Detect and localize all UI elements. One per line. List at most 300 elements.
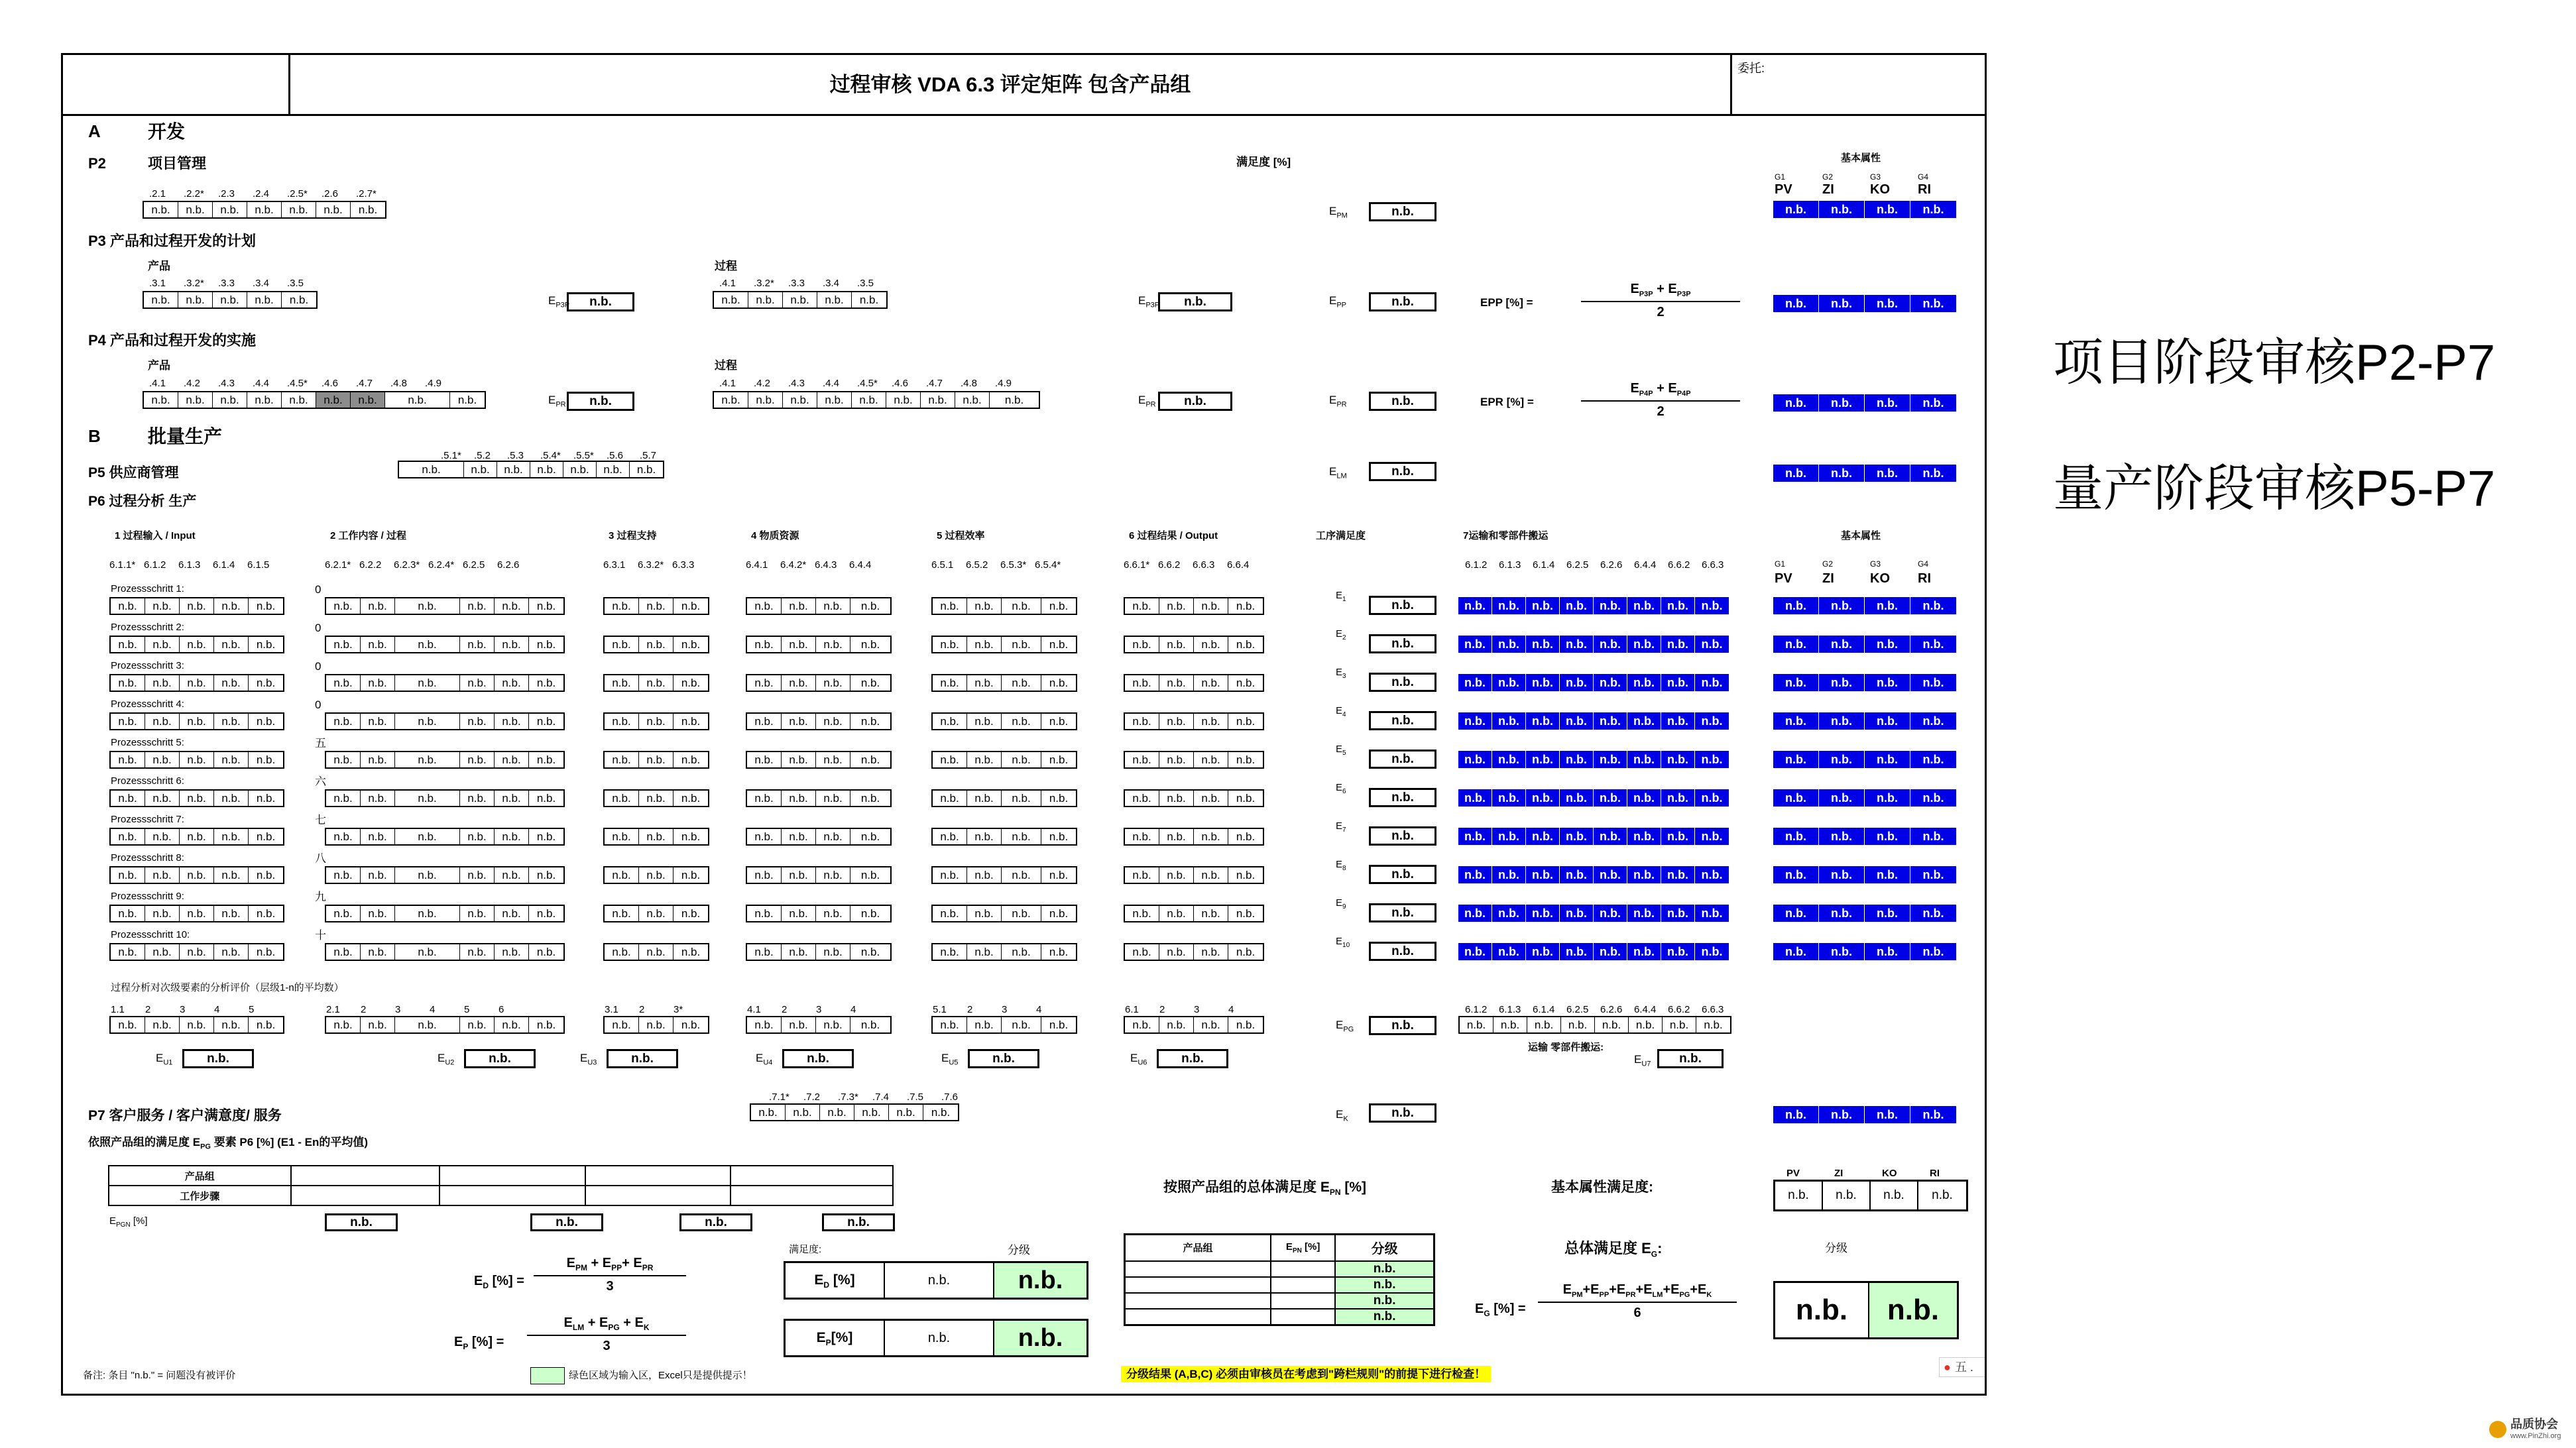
p4-process-cells-cell[interactable]: n.b.	[955, 392, 990, 408]
p5-cells-cell[interactable]: n.b.	[464, 462, 497, 477]
p6-step-8-group-2-cell[interactable]: n.b.	[361, 867, 395, 883]
p6-step-3-group-1-cell[interactable]: n.b.	[111, 675, 145, 691]
p6-step-3-group-4-cell[interactable]: n.b.	[747, 675, 782, 691]
p3-process-cells-cell[interactable]: n.b.	[783, 292, 817, 307]
p7-cells-cell[interactable]: n.b.	[889, 1105, 923, 1120]
p6-step-9-group-6-cell[interactable]: n.b.	[1236, 907, 1256, 920]
p6-step-6-group-3-cell[interactable]: n.b.	[681, 792, 701, 805]
p6-step-4-group-4-cell[interactable]: n.b.	[782, 714, 816, 729]
p6-step-2-group-2-cell[interactable]: n.b.	[495, 637, 529, 652]
p6-step-8-group-3-cell[interactable]: n.b.	[605, 867, 639, 883]
p6-step-9-group-3-cell[interactable]: n.b.	[639, 906, 673, 921]
p6-step-4-group-1-cell[interactable]: n.b.	[111, 714, 145, 729]
p6-step-7-group-5-cell[interactable]: n.b.	[933, 829, 967, 844]
p3-product-cells-cell[interactable]: n.b.	[213, 292, 247, 307]
p4-product-cells-cell[interactable]: n.b.	[178, 392, 213, 408]
p6-step-6-group-2-cell[interactable]: n.b.	[395, 791, 460, 806]
p6-step-7-group-3-cell[interactable]: n.b.	[605, 829, 639, 844]
p6-step-4-group-6-cell[interactable]: n.b.	[1159, 714, 1194, 729]
p6-step-7-group-2-cell[interactable]: n.b.	[326, 829, 361, 844]
p6-step-4-group-2-cell[interactable]: n.b.	[536, 715, 556, 728]
p6-step-8-group-5-cell[interactable]: n.b.	[1049, 869, 1069, 881]
p6-step-1-group-2-cell[interactable]: n.b.	[326, 598, 361, 614]
p6-step-4-group-1-cell[interactable]: n.b.	[214, 714, 249, 729]
overall-pg-cell[interactable]: n.b.	[1335, 1293, 1434, 1309]
p6-step-3-group-3-cell[interactable]: n.b.	[639, 675, 673, 691]
p7-cells-cell[interactable]: n.b.	[820, 1105, 854, 1120]
p6-step-6-group-1-cell[interactable]: n.b.	[214, 791, 249, 806]
step-8-satisfaction[interactable]: n.b.	[1369, 865, 1436, 884]
p6-step-5-group-4-cell[interactable]: n.b.	[860, 753, 880, 766]
p6-step-5-group-1-cell[interactable]: n.b.	[214, 752, 249, 767]
p2-cells-cell[interactable]: n.b.	[282, 202, 316, 217]
p6-step-1-group-6-cell[interactable]: n.b.	[1194, 598, 1228, 614]
sub-analysis-group-3-cell[interactable]: n.b.	[681, 1019, 701, 1031]
p5-cells-cell[interactable]: n.b.	[497, 462, 530, 477]
p6-step-4-group-2-cell[interactable]: n.b.	[361, 714, 395, 729]
p6-step-5-group-1-cell[interactable]: n.b.	[180, 752, 214, 767]
epm-value[interactable]: n.b.	[1369, 202, 1436, 221]
p7-cells-cell[interactable]: n.b.	[751, 1105, 786, 1120]
p6-step-8-group-2-cell[interactable]: n.b.	[395, 867, 460, 883]
p6-step-6-group-4-cell[interactable]: n.b.	[816, 791, 850, 806]
p6-step-3-group-2-cell[interactable]: n.b.	[361, 675, 395, 691]
overall-pg-cell[interactable]: n.b.	[1335, 1261, 1434, 1277]
p6-step-7-group-6-cell[interactable]: n.b.	[1159, 829, 1194, 844]
p6-step-2-group-4-cell[interactable]: n.b.	[782, 637, 816, 652]
p6-step-6-group-6-cell[interactable]: n.b.	[1194, 791, 1228, 806]
p6-step-7-group-1-cell[interactable]: n.b.	[180, 829, 214, 844]
p6-step-9-group-1-cell[interactable]: n.b.	[111, 906, 145, 921]
ep3p-value-b[interactable]: n.b.	[1158, 292, 1232, 311]
p6-step-9-group-6-cell[interactable]: n.b.	[1159, 906, 1194, 921]
sub-analysis-group-5-cell[interactable]: n.b.	[933, 1017, 967, 1032]
sub-analysis-group-5-cell[interactable]: n.b.	[1049, 1019, 1069, 1031]
p6-step-3-group-5-cell[interactable]: n.b.	[1002, 675, 1041, 691]
p3-process-cells-cell[interactable]: n.b.	[859, 294, 879, 306]
p6-step-1-group-5-cell[interactable]: n.b.	[933, 598, 967, 614]
p6-step-7-group-6-cell[interactable]: n.b.	[1194, 829, 1228, 844]
p6-step-5-group-3-cell[interactable]: n.b.	[639, 752, 673, 767]
step-10-satisfaction[interactable]: n.b.	[1369, 942, 1436, 961]
p6-step-1-group-2-cell[interactable]: n.b.	[361, 598, 395, 614]
overall-pg-cell[interactable]	[1125, 1277, 1271, 1293]
step-2-satisfaction[interactable]: n.b.	[1369, 634, 1436, 653]
p6-step-3-group-1-cell[interactable]: n.b.	[145, 675, 180, 691]
p6-step-10-group-1-cell[interactable]: n.b.	[256, 946, 276, 958]
p6-step-10-group-4-cell[interactable]: n.b.	[782, 944, 816, 960]
p6-step-1-group-2-cell[interactable]: n.b.	[460, 598, 495, 614]
p6-step-1-group-4-cell[interactable]: n.b.	[747, 598, 782, 614]
p6-step-8-group-1-cell[interactable]: n.b.	[256, 869, 276, 881]
p6-step-10-group-4-cell[interactable]: n.b.	[860, 946, 880, 958]
p6-step-2-group-2-cell[interactable]: n.b.	[536, 638, 556, 651]
sub-analysis-group-6-cell[interactable]: n.b.	[1125, 1017, 1159, 1032]
p6-step-4-group-4-cell[interactable]: n.b.	[747, 714, 782, 729]
sub-analysis-group-5-cell[interactable]: n.b.	[967, 1017, 1002, 1032]
p6-step-8-group-5-cell[interactable]: n.b.	[1002, 867, 1041, 883]
p6-step-5-group-2-cell[interactable]: n.b.	[495, 752, 529, 767]
p6-step-4-group-2-cell[interactable]: n.b.	[326, 714, 361, 729]
p6-step-1-group-3-cell[interactable]: n.b.	[681, 600, 701, 612]
p6-step-10-group-2-cell[interactable]: n.b.	[395, 944, 460, 960]
pg-cell[interactable]	[731, 1186, 893, 1205]
p6-step-8-group-4-cell[interactable]: n.b.	[782, 867, 816, 883]
p6-step-10-group-5-cell[interactable]: n.b.	[967, 944, 1002, 960]
p6-step-2-group-2-cell[interactable]: n.b.	[361, 637, 395, 652]
step-1-satisfaction[interactable]: n.b.	[1369, 596, 1436, 615]
p6-step-3-group-6-cell[interactable]: n.b.	[1159, 675, 1194, 691]
p6-step-5-group-2-cell[interactable]: n.b.	[536, 753, 556, 766]
p4-process-cells-cell[interactable]: n.b.	[714, 392, 748, 408]
p2-cells-cell[interactable]: n.b.	[358, 203, 378, 216]
eu7-value[interactable]: n.b.	[1657, 1049, 1724, 1068]
p2-cells-cell[interactable]: n.b.	[178, 202, 213, 217]
p6-step-5-group-4-cell[interactable]: n.b.	[747, 752, 782, 767]
p3-product-cells-cell[interactable]: n.b.	[289, 294, 309, 306]
p4-process-cells-cell[interactable]: n.b.	[783, 392, 817, 408]
p3-product-cells-cell[interactable]: n.b.	[247, 292, 282, 307]
p6-step-8-group-4-cell[interactable]: n.b.	[816, 867, 850, 883]
p6-step-9-group-1-cell[interactable]: n.b.	[256, 907, 276, 920]
p6-step-6-group-5-cell[interactable]: n.b.	[1002, 791, 1041, 806]
p6-step-6-group-1-cell[interactable]: n.b.	[256, 792, 276, 805]
p6-step-5-group-4-cell[interactable]: n.b.	[816, 752, 850, 767]
p6-step-3-group-1-cell[interactable]: n.b.	[256, 677, 276, 689]
p6-step-7-group-2-cell[interactable]: n.b.	[361, 829, 395, 844]
p6-step-4-group-2-cell[interactable]: n.b.	[395, 714, 460, 729]
p6-step-10-group-1-cell[interactable]: n.b.	[180, 944, 214, 960]
pg-cell[interactable]	[291, 1186, 440, 1205]
p6-step-4-group-2-cell[interactable]: n.b.	[460, 714, 495, 729]
p6-step-4-group-5-cell[interactable]: n.b.	[933, 714, 967, 729]
p6-step-4-group-2-cell[interactable]: n.b.	[495, 714, 529, 729]
p7-cells-cell[interactable]: n.b.	[931, 1106, 951, 1119]
p6-step-1-group-5-cell[interactable]: n.b.	[1002, 598, 1041, 614]
epr-value[interactable]: n.b.	[1369, 392, 1436, 411]
p7-cells-cell[interactable]: n.b.	[786, 1105, 820, 1120]
p6-step-8-group-6-cell[interactable]: n.b.	[1194, 867, 1228, 883]
epgn-value-4[interactable]: n.b.	[822, 1213, 895, 1231]
p6-step-1-group-4-cell[interactable]: n.b.	[860, 600, 880, 612]
p4-product-cells-cell[interactable]: n.b.	[351, 392, 385, 408]
overall-pg-cell[interactable]	[1125, 1309, 1271, 1325]
p4-product-cells-cell[interactable]: n.b.	[282, 392, 316, 408]
pg-cell[interactable]	[439, 1166, 585, 1186]
p6-step-6-group-2-cell[interactable]: n.b.	[536, 792, 556, 805]
sub-analysis-group-6-cell[interactable]: n.b.	[1194, 1017, 1228, 1032]
p6-step-6-group-2-cell[interactable]: n.b.	[495, 791, 529, 806]
p6-step-9-group-2-cell[interactable]: n.b.	[395, 906, 460, 921]
p2-cells-cell[interactable]: n.b.	[247, 202, 282, 217]
p6-step-4-group-5-cell[interactable]: n.b.	[1049, 715, 1069, 728]
p6-step-7-group-1-cell[interactable]: n.b.	[111, 829, 145, 844]
p5-cells-cell[interactable]: n.b.	[399, 462, 464, 477]
sub-analysis-group-3-cell[interactable]: n.b.	[605, 1017, 639, 1032]
sub-analysis-group-5-cell[interactable]: n.b.	[1002, 1017, 1041, 1032]
p6-step-9-group-2-cell[interactable]: n.b.	[361, 906, 395, 921]
p6-step-7-group-5-cell[interactable]: n.b.	[1049, 830, 1069, 843]
p6-step-1-group-2-cell[interactable]: n.b.	[536, 600, 556, 612]
p6-step-8-group-3-cell[interactable]: n.b.	[639, 867, 673, 883]
p6-step-1-group-1-cell[interactable]: n.b.	[214, 598, 249, 614]
p5-cells-cell[interactable]: n.b.	[563, 462, 597, 477]
p6-step-9-group-2-cell[interactable]: n.b.	[326, 906, 361, 921]
p6-step-6-group-5-cell[interactable]: n.b.	[1049, 792, 1069, 805]
p6-step-4-group-3-cell[interactable]: n.b.	[605, 714, 639, 729]
sub-transport-cells-cell[interactable]: n.b.	[1527, 1017, 1561, 1032]
ek-value[interactable]: n.b.	[1369, 1103, 1436, 1123]
epgn-value-3[interactable]: n.b.	[679, 1213, 752, 1231]
p6-step-8-group-2-cell[interactable]: n.b.	[460, 867, 495, 883]
p6-step-5-group-6-cell[interactable]: n.b.	[1194, 752, 1228, 767]
p6-step-10-group-4-cell[interactable]: n.b.	[816, 944, 850, 960]
sub-transport-cells-cell[interactable]: n.b.	[1663, 1017, 1696, 1032]
p6-step-7-group-5-cell[interactable]: n.b.	[1002, 829, 1041, 844]
sub-transport-cells-cell[interactable]: n.b.	[1595, 1017, 1629, 1032]
p6-step-2-group-3-cell[interactable]: n.b.	[681, 638, 701, 651]
p4-product-cells-cell[interactable]: n.b.	[457, 394, 477, 406]
sub-analysis-group-3-cell[interactable]: n.b.	[639, 1017, 673, 1032]
basic-attr-value[interactable]: n.b.	[1932, 1188, 1953, 1202]
p6-step-5-group-6-cell[interactable]: n.b.	[1236, 753, 1256, 766]
p6-step-5-group-1-cell[interactable]: n.b.	[256, 753, 276, 766]
p6-step-9-group-5-cell[interactable]: n.b.	[933, 906, 967, 921]
p6-step-5-group-3-cell[interactable]: n.b.	[605, 752, 639, 767]
step-9-satisfaction[interactable]: n.b.	[1369, 903, 1436, 922]
sub-transport-cells-cell[interactable]: n.b.	[1460, 1017, 1493, 1032]
p6-step-4-group-3-cell[interactable]: n.b.	[681, 715, 701, 728]
p6-step-3-group-4-cell[interactable]: n.b.	[782, 675, 816, 691]
p3-product-cells-cell[interactable]: n.b.	[178, 292, 213, 307]
p6-step-1-group-2-cell[interactable]: n.b.	[395, 598, 460, 614]
p6-step-6-group-3-cell[interactable]: n.b.	[605, 791, 639, 806]
ep4p-value-b[interactable]: n.b.	[1158, 392, 1232, 411]
eu-4-value[interactable]: n.b.	[782, 1049, 854, 1068]
step-5-satisfaction[interactable]: n.b.	[1369, 750, 1436, 769]
p6-step-2-group-5-cell[interactable]: n.b.	[1002, 637, 1041, 652]
p6-step-5-group-1-cell[interactable]: n.b.	[111, 752, 145, 767]
p6-step-10-group-6-cell[interactable]: n.b.	[1236, 946, 1256, 958]
p6-step-4-group-1-cell[interactable]: n.b.	[180, 714, 214, 729]
p6-step-10-group-5-cell[interactable]: n.b.	[1002, 944, 1041, 960]
p6-step-4-group-1-cell[interactable]: n.b.	[145, 714, 180, 729]
epp-value[interactable]: n.b.	[1369, 292, 1436, 311]
p4-product-cells-cell[interactable]: n.b.	[144, 392, 178, 408]
p4-product-cells-cell[interactable]: n.b.	[385, 392, 450, 408]
p6-step-8-group-1-cell[interactable]: n.b.	[111, 867, 145, 883]
overall-pg-cell[interactable]	[1271, 1277, 1335, 1293]
p3-process-cells-cell[interactable]: n.b.	[748, 292, 783, 307]
p3-process-cells-cell[interactable]: n.b.	[817, 292, 852, 307]
p6-step-2-group-6-cell[interactable]: n.b.	[1125, 637, 1159, 652]
p6-step-2-group-1-cell[interactable]: n.b.	[214, 637, 249, 652]
p2-cells-cell[interactable]: n.b.	[213, 202, 247, 217]
sub-analysis-group-1-cell[interactable]: n.b.	[145, 1017, 180, 1032]
overall-pg-cell[interactable]: n.b.	[1335, 1277, 1434, 1293]
sub-analysis-group-4-cell[interactable]: n.b.	[782, 1017, 816, 1032]
p6-step-9-group-3-cell[interactable]: n.b.	[605, 906, 639, 921]
p6-step-10-group-6-cell[interactable]: n.b.	[1194, 944, 1228, 960]
p6-step-10-group-2-cell[interactable]: n.b.	[536, 946, 556, 958]
sub-analysis-group-2-cell[interactable]: n.b.	[361, 1017, 395, 1032]
overall-pg-cell[interactable]	[1271, 1293, 1335, 1309]
p6-step-6-group-2-cell[interactable]: n.b.	[326, 791, 361, 806]
pg-cell[interactable]	[439, 1186, 585, 1205]
p6-step-7-group-6-cell[interactable]: n.b.	[1125, 829, 1159, 844]
pg-cell[interactable]	[291, 1166, 440, 1186]
p6-step-10-group-3-cell[interactable]: n.b.	[681, 946, 701, 958]
p6-step-5-group-5-cell[interactable]: n.b.	[1002, 752, 1041, 767]
p6-step-7-group-2-cell[interactable]: n.b.	[460, 829, 495, 844]
p6-step-8-group-2-cell[interactable]: n.b.	[326, 867, 361, 883]
p6-step-1-group-5-cell[interactable]: n.b.	[967, 598, 1002, 614]
p6-step-10-group-2-cell[interactable]: n.b.	[326, 944, 361, 960]
p6-step-6-group-4-cell[interactable]: n.b.	[860, 792, 880, 805]
p6-step-1-group-6-cell[interactable]: n.b.	[1125, 598, 1159, 614]
p6-step-3-group-1-cell[interactable]: n.b.	[180, 675, 214, 691]
p6-step-8-group-1-cell[interactable]: n.b.	[145, 867, 180, 883]
p6-step-1-group-1-cell[interactable]: n.b.	[256, 600, 276, 612]
epgn-value-2[interactable]: n.b.	[530, 1213, 603, 1231]
p6-step-10-group-2-cell[interactable]: n.b.	[361, 944, 395, 960]
p6-step-5-group-3-cell[interactable]: n.b.	[681, 753, 701, 766]
sub-analysis-group-2-cell[interactable]: n.b.	[395, 1017, 460, 1032]
p6-step-2-group-4-cell[interactable]: n.b.	[860, 638, 880, 651]
p4-process-cells-cell[interactable]: n.b.	[886, 392, 921, 408]
p6-step-10-group-1-cell[interactable]: n.b.	[111, 944, 145, 960]
overall-pg-cell[interactable]	[1271, 1261, 1335, 1277]
p4-process-cells-cell[interactable]: n.b.	[852, 392, 886, 408]
p4-product-cells-cell[interactable]: n.b.	[316, 392, 351, 408]
p7-cells-cell[interactable]: n.b.	[854, 1105, 889, 1120]
p6-step-5-group-6-cell[interactable]: n.b.	[1125, 752, 1159, 767]
p6-step-8-group-6-cell[interactable]: n.b.	[1159, 867, 1194, 883]
p6-step-8-group-3-cell[interactable]: n.b.	[681, 869, 701, 881]
p2-cells-cell[interactable]: n.b.	[144, 202, 178, 217]
p6-step-9-group-1-cell[interactable]: n.b.	[145, 906, 180, 921]
p6-step-2-group-5-cell[interactable]: n.b.	[1049, 638, 1069, 651]
sub-transport-cells-cell[interactable]: n.b.	[1493, 1017, 1527, 1032]
p6-step-3-group-6-cell[interactable]: n.b.	[1236, 677, 1256, 689]
p6-step-9-group-6-cell[interactable]: n.b.	[1125, 906, 1159, 921]
p6-step-8-group-6-cell[interactable]: n.b.	[1125, 867, 1159, 883]
total-grade[interactable]: n.b.	[1869, 1283, 1957, 1337]
p6-step-2-group-2-cell[interactable]: n.b.	[460, 637, 495, 652]
p6-step-10-group-1-cell[interactable]: n.b.	[145, 944, 180, 960]
overall-pg-cell[interactable]	[1271, 1309, 1335, 1325]
p6-step-8-group-2-cell[interactable]: n.b.	[536, 869, 556, 881]
p4-process-cells-cell[interactable]: n.b.	[921, 392, 955, 408]
p6-step-7-group-3-cell[interactable]: n.b.	[639, 829, 673, 844]
p6-step-6-group-1-cell[interactable]: n.b.	[180, 791, 214, 806]
p6-step-9-group-1-cell[interactable]: n.b.	[214, 906, 249, 921]
p6-step-5-group-2-cell[interactable]: n.b.	[326, 752, 361, 767]
p6-step-6-group-2-cell[interactable]: n.b.	[460, 791, 495, 806]
p6-step-4-group-4-cell[interactable]: n.b.	[816, 714, 850, 729]
p2-cells-cell[interactable]: n.b.	[316, 202, 351, 217]
overall-pg-cell[interactable]	[1125, 1293, 1271, 1309]
p6-step-2-group-4-cell[interactable]: n.b.	[816, 637, 850, 652]
p6-step-2-group-1-cell[interactable]: n.b.	[180, 637, 214, 652]
p6-step-3-group-2-cell[interactable]: n.b.	[495, 675, 529, 691]
p6-step-10-group-3-cell[interactable]: n.b.	[639, 944, 673, 960]
p6-step-10-group-5-cell[interactable]: n.b.	[1049, 946, 1069, 958]
p6-step-10-group-3-cell[interactable]: n.b.	[605, 944, 639, 960]
pg-cell[interactable]	[731, 1166, 893, 1186]
p6-step-9-group-4-cell[interactable]: n.b.	[860, 907, 880, 920]
p6-step-1-group-6-cell[interactable]: n.b.	[1236, 600, 1256, 612]
sub-analysis-group-4-cell[interactable]: n.b.	[816, 1017, 850, 1032]
p6-step-4-group-6-cell[interactable]: n.b.	[1125, 714, 1159, 729]
sub-analysis-group-2-cell[interactable]: n.b.	[536, 1019, 556, 1031]
p6-step-3-group-3-cell[interactable]: n.b.	[681, 677, 701, 689]
p6-step-9-group-2-cell[interactable]: n.b.	[495, 906, 529, 921]
ep3p-value-a[interactable]: n.b.	[567, 292, 634, 311]
sub-transport-cells-cell[interactable]: n.b.	[1561, 1017, 1595, 1032]
p6-step-4-group-3-cell[interactable]: n.b.	[639, 714, 673, 729]
sub-analysis-group-4-cell[interactable]: n.b.	[860, 1019, 880, 1031]
p6-step-5-group-5-cell[interactable]: n.b.	[933, 752, 967, 767]
elm-value[interactable]: n.b.	[1369, 462, 1436, 481]
p6-step-1-group-4-cell[interactable]: n.b.	[816, 598, 850, 614]
p6-step-1-group-3-cell[interactable]: n.b.	[639, 598, 673, 614]
p6-step-4-group-6-cell[interactable]: n.b.	[1194, 714, 1228, 729]
p6-step-3-group-2-cell[interactable]: n.b.	[536, 677, 556, 689]
p6-step-3-group-3-cell[interactable]: n.b.	[605, 675, 639, 691]
p6-step-9-group-4-cell[interactable]: n.b.	[747, 906, 782, 921]
p6-step-6-group-5-cell[interactable]: n.b.	[967, 791, 1002, 806]
p6-step-2-group-1-cell[interactable]: n.b.	[111, 637, 145, 652]
step-7-satisfaction[interactable]: n.b.	[1369, 826, 1436, 846]
p6-step-3-group-1-cell[interactable]: n.b.	[214, 675, 249, 691]
p6-step-4-group-6-cell[interactable]: n.b.	[1236, 715, 1256, 728]
p6-step-1-group-6-cell[interactable]: n.b.	[1159, 598, 1194, 614]
p6-step-7-group-2-cell[interactable]: n.b.	[395, 829, 460, 844]
p6-step-2-group-6-cell[interactable]: n.b.	[1194, 637, 1228, 652]
p6-step-10-group-5-cell[interactable]: n.b.	[933, 944, 967, 960]
p6-step-6-group-6-cell[interactable]: n.b.	[1125, 791, 1159, 806]
overall-pg-cell[interactable]	[1125, 1261, 1271, 1277]
p6-step-2-group-5-cell[interactable]: n.b.	[967, 637, 1002, 652]
p3-process-cells-cell[interactable]: n.b.	[714, 292, 748, 307]
p6-step-8-group-4-cell[interactable]: n.b.	[860, 869, 880, 881]
p6-step-9-group-2-cell[interactable]: n.b.	[460, 906, 495, 921]
p6-step-9-group-6-cell[interactable]: n.b.	[1194, 906, 1228, 921]
p6-step-7-group-1-cell[interactable]: n.b.	[214, 829, 249, 844]
p6-step-7-group-1-cell[interactable]: n.b.	[256, 830, 276, 843]
p6-step-6-group-6-cell[interactable]: n.b.	[1236, 792, 1256, 805]
p4-process-cells-cell[interactable]: n.b.	[748, 392, 783, 408]
ep-grade-row-grade[interactable]: n.b.	[994, 1321, 1086, 1355]
epg-value[interactable]: n.b.	[1369, 1016, 1436, 1035]
eu-1-value[interactable]: n.b.	[182, 1049, 254, 1068]
p6-step-7-group-4-cell[interactable]: n.b.	[747, 829, 782, 844]
basic-attr-value[interactable]: n.b.	[1871, 1182, 1918, 1209]
step-6-satisfaction[interactable]: n.b.	[1369, 788, 1436, 807]
p3-product-cells-cell[interactable]: n.b.	[144, 292, 178, 307]
eu-3-value[interactable]: n.b.	[607, 1049, 678, 1068]
p6-step-1-group-1-cell[interactable]: n.b.	[145, 598, 180, 614]
p6-step-8-group-4-cell[interactable]: n.b.	[747, 867, 782, 883]
sub-analysis-group-1-cell[interactable]: n.b.	[214, 1017, 249, 1032]
p6-step-7-group-6-cell[interactable]: n.b.	[1236, 830, 1256, 843]
p6-step-9-group-2-cell[interactable]: n.b.	[536, 907, 556, 920]
p6-step-3-group-5-cell[interactable]: n.b.	[933, 675, 967, 691]
overall-pg-cell[interactable]: n.b.	[1335, 1309, 1434, 1325]
p6-step-10-group-2-cell[interactable]: n.b.	[460, 944, 495, 960]
p6-step-2-group-6-cell[interactable]: n.b.	[1159, 637, 1194, 652]
